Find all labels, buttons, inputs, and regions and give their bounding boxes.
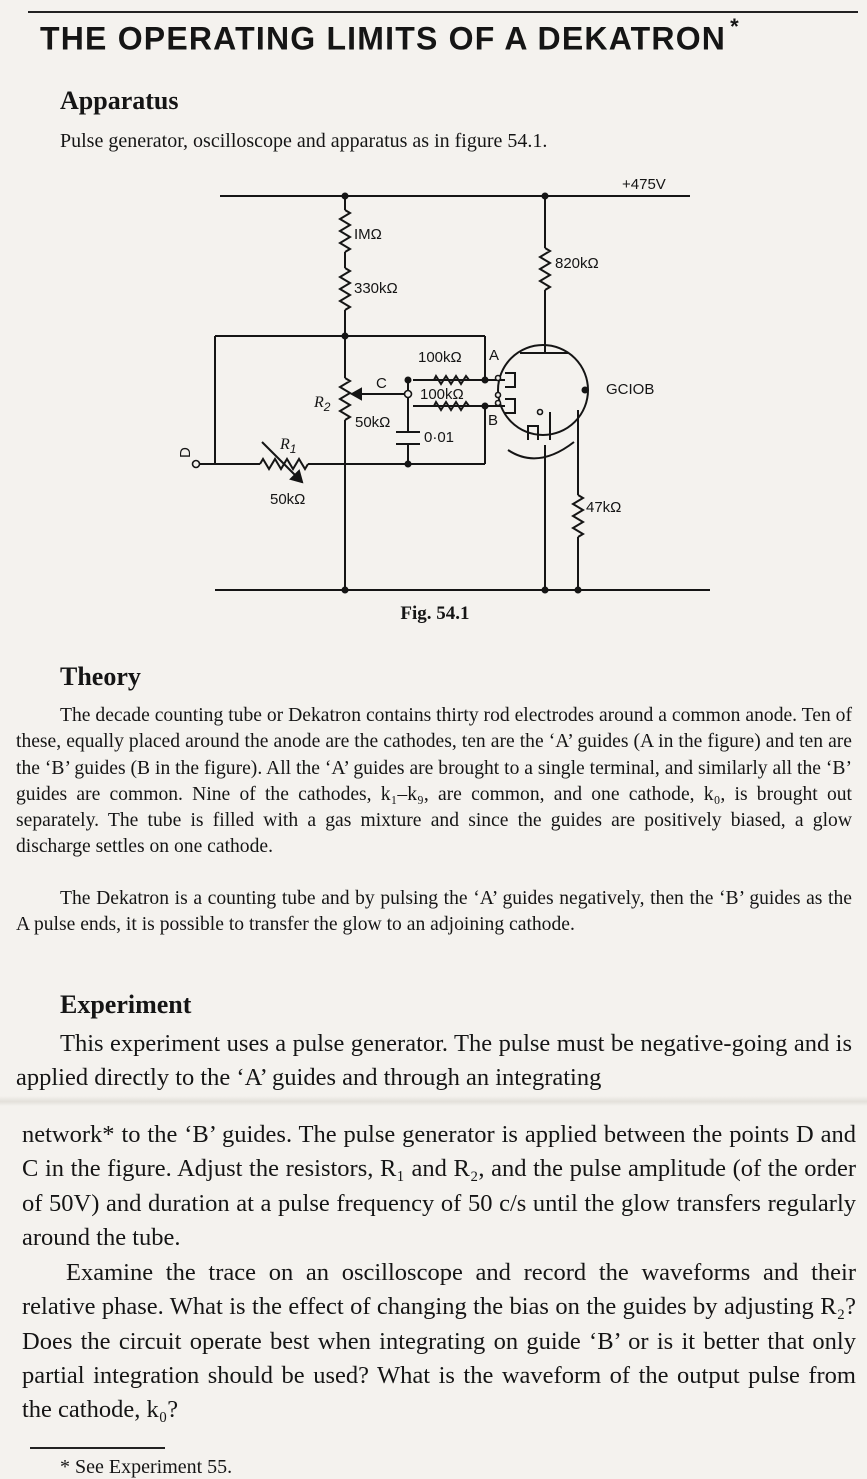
theory-heading: Theory (60, 662, 141, 691)
label-50k-r1: 50kΩ (270, 491, 306, 508)
title-footnote-mark: * (730, 14, 740, 39)
resistor-1m (340, 210, 350, 252)
resistor-330k (340, 268, 350, 310)
label-100k-b: 100kΩ (420, 386, 464, 403)
label-47k: 47kΩ (586, 499, 622, 516)
experiment-heading: Experiment (60, 990, 192, 1019)
label-r1: $R_1$ (280, 436, 297, 456)
experiment-paragraph-2: Examine the trace on an oscilloscope and record the waveforms and their relative phase. What is the effect of changing the bias on the guides by adjusting R₂? Does the circuit operate best when integrating on guide ‘B’ or is it better that only partial integration should be used? What is the waveform of the output pulse from the cathode, k₀? (22, 1259, 856, 1424)
label-330k: 330kΩ (354, 280, 398, 297)
label-node-c: C (376, 375, 387, 392)
resistor-820k (540, 248, 550, 290)
experiment-paragraph-1-continued: network* to the ‘B’ guides. The pulse generator is applied between the points D and C in the figure. Adjust the resistors, R₁ and R₂, and the pulse amplitude (of the order of 50V) and duration at a pulse frequency of 50 c/s until the glow transfers regularly around the tube. (22, 1121, 856, 1251)
label-tube: GCIOB (606, 381, 655, 398)
theory-paragraph-1: The decade counting tube or Dekatron contains thirty rod electrodes around a common anode. Ten of these, equally placed around the anode are the cathodes, ten are the ‘A’ guides (A in the figure) and ten are the ‘B’ guides (B in the figure). All the ‘A’ guides are brought to a single terminal, and similarly all the ‘B’ guides are common. Nine of the cathodes, k₁–k₉, are common, and one cathode, k₀, is brought out separately. The tube is filled with a gas mixture and since the guides are positively biased, a glow discharge settles on one cathode. (16, 705, 852, 858)
apparatus-heading: Apparatus (60, 86, 179, 115)
page-break (0, 1096, 867, 1106)
label-50k-r2: 50kΩ (355, 414, 391, 431)
experiment-paragraph-1: This experiment uses a pulse generator. The pulse must be negative-going and is applied directly to the ‘A’ guides and through an integrating (16, 1030, 852, 1092)
apparatus-text: Pulse generator, oscilloscope and apparatus as in figure 54.1. (60, 130, 548, 152)
label-1m: IMΩ (354, 226, 382, 243)
figure-caption: Fig. 54.1 (400, 603, 470, 624)
label-node-d: D (177, 447, 194, 458)
footnote-rule (30, 1447, 165, 1449)
theory-paragraph-2: The Dekatron is a counting tube and by pulsing the ‘A’ guides negatively, then the ‘B’ guides as the A pulse ends, it is possible to transfer the glow to an adjoining cathode. (16, 888, 852, 936)
label-r2: $R_2$ (314, 394, 331, 414)
resistor-r2 (340, 378, 350, 420)
label-node-a: A (489, 347, 500, 364)
label-100k-a: 100kΩ (418, 349, 462, 366)
dekatron-tube (498, 345, 588, 435)
label-cap: 0·01 (424, 429, 455, 446)
page-title: THE OPERATING LIMITS OF A DEKATRON * (40, 14, 740, 57)
label-node-b: B (488, 412, 499, 429)
footnote: * See Experiment 55. (60, 1456, 233, 1478)
resistor-47k (573, 495, 583, 537)
label-supply: +475V (622, 176, 666, 193)
label-820k: 820kΩ (555, 255, 599, 272)
circuit-diagram (0, 0, 867, 640)
